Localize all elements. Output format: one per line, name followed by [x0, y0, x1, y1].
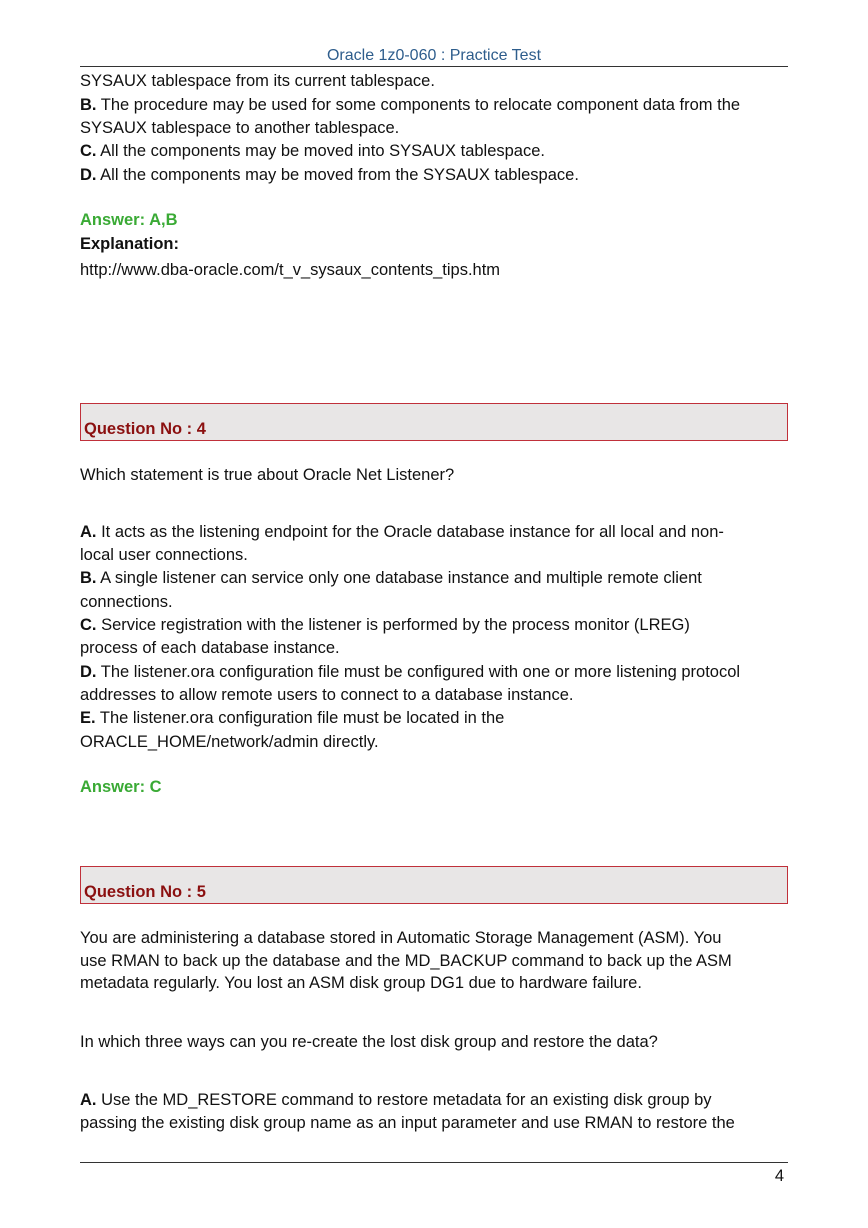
question-5-heading: Question No : 5: [84, 883, 206, 901]
page-number: 4: [774, 1167, 784, 1185]
q3-option-a-continuation: SYSAUX tablespace from its current tablespace.: [80, 72, 435, 90]
q4-option-c-line-2: process of each database instance.: [80, 639, 340, 657]
q4-option-e: [80, 708, 504, 728]
q3-answer: Answer: A,B: [80, 211, 178, 229]
option-text: All the components may be moved from the SYSAUX tablespace.: [96, 166, 579, 184]
q4-option-c: [80, 615, 690, 635]
option-text: The procedure may be used for some components to relocate component data from the: [96, 96, 741, 114]
question-4-heading: Question No : 4: [84, 420, 206, 438]
q5-option-a-line-2: passing the existing disk group name as an input parameter and use RMAN to restore the: [80, 1114, 735, 1132]
header-divider: [80, 66, 788, 67]
q3-option-b-line-2: SYSAUX tablespace to another tablespace.: [80, 119, 400, 137]
option-letter: E.: [80, 709, 96, 727]
q4-option-b-line-2: connections.: [80, 593, 173, 611]
q4-option-d-line-2: addresses to allow remote users to connect to a database instance.: [80, 686, 574, 704]
option-letter: D.: [80, 166, 97, 184]
q4-option-e-line-2: ORACLE_HOME/network/admin directly.: [80, 733, 379, 751]
option-text: The listener.ora configuration file must be located in the: [95, 709, 505, 727]
q5-paragraph-line-3: metadata regularly. You lost an ASM disk group DG1 due to hardware failure.: [80, 974, 642, 992]
q3-explanation-link[interactable]: http://www.dba-oracle.com/t_v_sysaux_contents_tips.htm: [80, 261, 501, 279]
q3-option-c: [80, 141, 545, 161]
option-letter: A.: [80, 523, 97, 541]
q4-question-text: Which statement is true about Oracle Net Listener?: [80, 466, 455, 484]
page-header-title: Oracle 1z0-060 : Practice Test: [326, 47, 542, 64]
option-text: All the components may be moved into SYSAUX tablespace.: [96, 142, 545, 160]
option-text: The listener.ora configuration file must be configured with one or more listening protocol: [96, 663, 741, 681]
q4-option-d: [80, 662, 740, 682]
option-letter: A.: [80, 1091, 97, 1109]
option-letter: C.: [80, 142, 97, 160]
q5-paragraph-line-2: use RMAN to back up the database and the MD_BACKUP command to back up the ASM: [80, 952, 732, 970]
q4-option-b: [80, 568, 702, 588]
q5-option-a: [80, 1090, 712, 1110]
question-5-header-box: [80, 866, 788, 904]
option-text: Use the MD_RESTORE command to restore metadata for an existing disk group by: [96, 1091, 712, 1109]
option-letter: D.: [80, 663, 97, 681]
q3-explanation-label: Explanation:: [80, 235, 180, 253]
footer-divider: [80, 1162, 788, 1163]
q4-answer: Answer: C: [80, 778, 162, 796]
option-text: A single listener can service only one database instance and multiple remote client: [96, 569, 702, 587]
option-letter: B.: [80, 569, 97, 587]
option-letter: B.: [80, 96, 97, 114]
q5-question-text: In which three ways can you re-create the lost disk group and restore the data?: [80, 1033, 658, 1051]
q3-option-b: [80, 95, 740, 115]
q4-option-a-line-2: local user connections.: [80, 546, 248, 564]
question-4-header-box: [80, 403, 788, 441]
option-text: It acts as the listening endpoint for the Oracle database instance for all local and non-: [96, 523, 724, 541]
q3-option-d: [80, 165, 579, 185]
option-letter: C.: [80, 616, 97, 634]
option-text: Service registration with the listener is performed by the process monitor (LREG): [96, 616, 690, 634]
q4-option-a: [80, 522, 724, 542]
q5-paragraph-line-1: You are administering a database stored in Automatic Storage Management (ASM). You: [80, 929, 722, 947]
